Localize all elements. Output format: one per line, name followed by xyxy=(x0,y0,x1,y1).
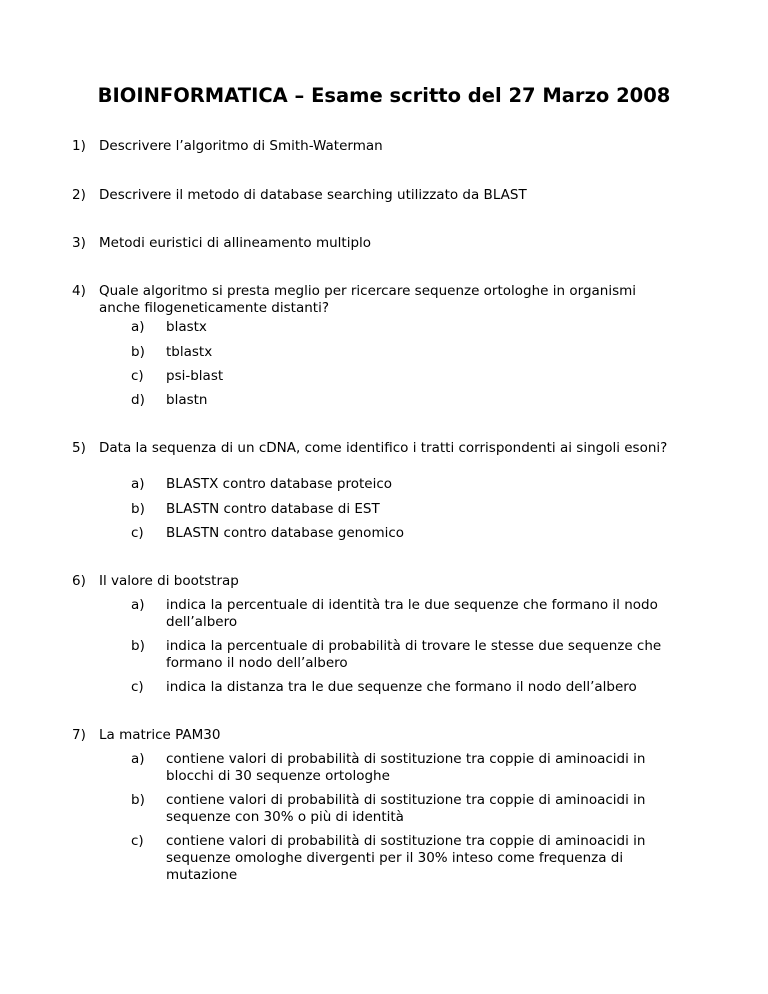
option-text: contiene valori di probabilità di sostituzione tra coppie di aminoacidi in blocchi di 30 sequenze ortologhe xyxy=(166,751,646,784)
option-letter: b) xyxy=(131,638,145,654)
question-text: Descrivere il metodo di database searching utilizzato da BLAST xyxy=(99,187,527,203)
option-text: indica la percentuale di identità tra le due sequenze che formano il nodo dell’albero xyxy=(166,597,658,630)
option-text: contiene valori di probabilità di sostituzione tra coppie di aminoacidi in sequenze con 30% o più di identità xyxy=(166,792,646,825)
question-text: Descrivere l’algoritmo di Smith-Waterman xyxy=(99,138,383,154)
question-number: 3) xyxy=(72,235,86,251)
option-letter: c) xyxy=(131,525,144,541)
question-text: Metodi euristici di allineamento multiplo xyxy=(99,235,372,251)
option-letter: c) xyxy=(131,368,144,384)
option-letter: b) xyxy=(131,792,145,808)
option-text: BLASTN contro database di EST xyxy=(166,501,380,517)
question-text: Quale algoritmo si presta meglio per ricercare sequenze ortologhe in organismi anche filogeneticamente distanti? xyxy=(99,283,637,316)
option-letter: d) xyxy=(131,392,145,408)
question-text: Data la sequenza di un cDNA, come identifico i tratti corrispondenti ai singoli esoni? xyxy=(99,440,668,456)
option-letter: a) xyxy=(131,751,145,767)
question-number: 6) xyxy=(72,573,86,589)
exam-title: BIOINFORMATICA – Esame scritto del 27 Marzo 2008 xyxy=(97,84,671,107)
question-number: 7) xyxy=(72,727,86,743)
option-letter: a) xyxy=(131,319,145,335)
option-letter: b) xyxy=(131,344,145,360)
option-text: indica la distanza tra le due sequenze che formano il nodo dell’albero xyxy=(166,679,637,695)
option-text: indica la percentuale di probabilità di trovare le stesse due sequenze che formano il nodo dell’albero xyxy=(166,638,662,671)
question-text: Il valore di bootstrap xyxy=(99,573,239,589)
option-letter: a) xyxy=(131,476,145,492)
option-text: blastx xyxy=(166,319,207,335)
option-text: contiene valori di probabilità di sostituzione tra coppie di aminoacidi in sequenze omologhe divergenti per il 30% inteso come frequenza di mutazione xyxy=(166,833,646,883)
question-number: 2) xyxy=(72,187,86,203)
question-number: 4) xyxy=(72,283,86,299)
option-letter: b) xyxy=(131,501,145,517)
option-text: psi-blast xyxy=(166,368,224,384)
question-number: 5) xyxy=(72,440,86,456)
option-letter: c) xyxy=(131,833,144,849)
option-text: blastn xyxy=(166,392,208,408)
option-text: tblastx xyxy=(166,344,213,360)
question-number: 1) xyxy=(72,138,86,154)
option-letter: a) xyxy=(131,597,145,613)
option-letter: c) xyxy=(131,679,144,695)
question-text: La matrice PAM30 xyxy=(99,727,221,743)
option-text: BLASTX contro database proteico xyxy=(166,476,393,492)
option-text: BLASTN contro database genomico xyxy=(166,525,405,541)
